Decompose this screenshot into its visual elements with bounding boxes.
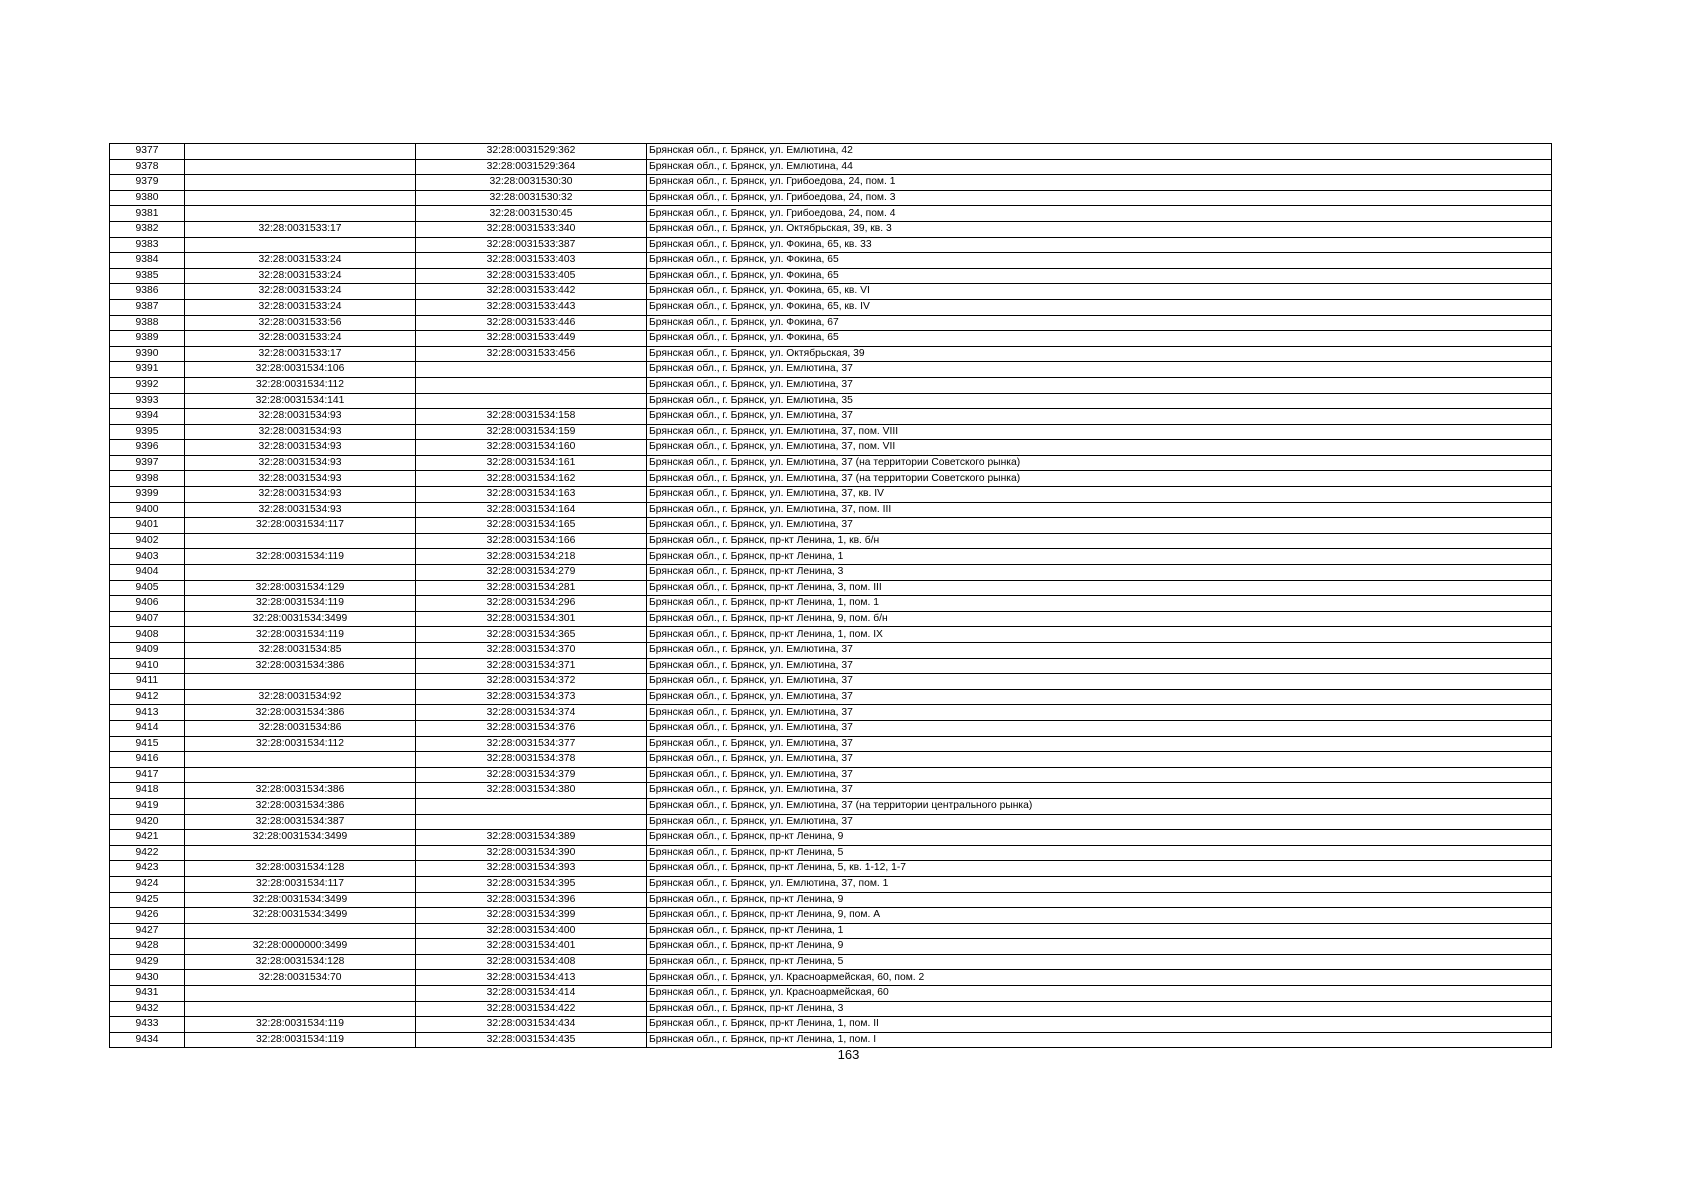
cadastral-number-cell: 32:28:0031534:395: [416, 876, 647, 892]
cadastral-number-cell: 32:28:0031534:401: [416, 939, 647, 955]
cadastral-number-cell: 32:28:0031534:218: [416, 549, 647, 565]
row-number-cell: 9385: [110, 268, 185, 284]
parent-cadastral-number-cell: [185, 845, 416, 861]
table-row: [110, 331, 1552, 347]
address-cell: Брянская обл., г. Брянск, пр-кт Ленина, 1, кв. б/н: [647, 533, 1552, 549]
table-row: [110, 393, 1552, 409]
row-number-cell: 9419: [110, 798, 185, 814]
cadastral-number-cell: 32:28:0031534:413: [416, 970, 647, 986]
cadastral-number-cell: 32:28:0031533:403: [416, 253, 647, 269]
row-number-cell: 9395: [110, 424, 185, 440]
row-number-cell: 9393: [110, 393, 185, 409]
property-table-body: [110, 144, 1552, 1048]
row-number-cell: 9430: [110, 970, 185, 986]
cadastral-number-cell: 32:28:0031534:378: [416, 752, 647, 768]
address-cell: Брянская обл., г. Брянск, пр-кт Ленина, 5: [647, 954, 1552, 970]
address-cell: Брянская обл., г. Брянск, ул. Емлютина, 37 (на территории Советского рынка): [647, 455, 1552, 471]
parent-cadastral-number-cell: 32:28:0031534:70: [185, 970, 416, 986]
table-row: [110, 658, 1552, 674]
parent-cadastral-number-cell: 32:28:0031534:119: [185, 1032, 416, 1048]
row-number-cell: 9409: [110, 643, 185, 659]
row-number-cell: 9407: [110, 611, 185, 627]
address-cell: Брянская обл., г. Брянск, ул. Емлютина, 37, пом. 1: [647, 876, 1552, 892]
cadastral-number-cell: [416, 814, 647, 830]
address-cell: Брянская обл., г. Брянск, ул. Фокина, 67: [647, 315, 1552, 331]
page-number: 163: [837, 1047, 860, 1062]
address-cell: Брянская обл., г. Брянск, ул. Емлютина, 37: [647, 658, 1552, 674]
row-number-cell: 9412: [110, 689, 185, 705]
address-cell: Брянская обл., г. Брянск, ул. Октябрьская, 39: [647, 346, 1552, 362]
table-row: [110, 346, 1552, 362]
table-row: [110, 1032, 1552, 1048]
parent-cadastral-number-cell: [185, 752, 416, 768]
table-row: [110, 689, 1552, 705]
table-row: [110, 284, 1552, 300]
row-number-cell: 9387: [110, 299, 185, 315]
parent-cadastral-number-cell: [185, 533, 416, 549]
parent-cadastral-number-cell: 32:28:0031534:3499: [185, 892, 416, 908]
cadastral-number-cell: 32:28:0031534:374: [416, 705, 647, 721]
table-row: [110, 892, 1552, 908]
table-row: [110, 253, 1552, 269]
property-table: [109, 143, 1552, 1048]
cadastral-number-cell: 32:28:0031534:164: [416, 502, 647, 518]
cadastral-number-cell: 32:28:0031529:364: [416, 159, 647, 175]
address-cell: Брянская обл., г. Брянск, ул. Емлютина, 37, пом. VII: [647, 440, 1552, 456]
table-row: [110, 221, 1552, 237]
cadastral-number-cell: 32:28:0031534:372: [416, 674, 647, 690]
cadastral-number-cell: 32:28:0031534:365: [416, 627, 647, 643]
row-number-cell: 9400: [110, 502, 185, 518]
row-number-cell: 9404: [110, 565, 185, 581]
parent-cadastral-number-cell: 32:28:0031534:386: [185, 705, 416, 721]
address-cell: Брянская обл., г. Брянск, пр-кт Ленина, 3, пом. III: [647, 580, 1552, 596]
address-cell: Брянская обл., г. Брянск, пр-кт Ленина, 9: [647, 830, 1552, 846]
table-row: [110, 939, 1552, 955]
parent-cadastral-number-cell: 32:28:0031534:386: [185, 658, 416, 674]
address-cell: Брянская обл., г. Брянск, пр-кт Ленина, 5, кв. 1-12, 1-7: [647, 861, 1552, 877]
address-cell: Брянская обл., г. Брянск, ул. Емлютина, 37: [647, 362, 1552, 378]
cadastral-number-cell: 32:28:0031534:377: [416, 736, 647, 752]
address-cell: Брянская обл., г. Брянск, ул. Октябрьская, 39, кв. 3: [647, 221, 1552, 237]
cadastral-number-cell: 32:28:0031534:370: [416, 643, 647, 659]
table-row: [110, 783, 1552, 799]
parent-cadastral-number-cell: [185, 674, 416, 690]
cadastral-number-cell: 32:28:0031534:373: [416, 689, 647, 705]
address-cell: Брянская обл., г. Брянск, ул. Грибоедова, 24, пом. 1: [647, 175, 1552, 191]
row-number-cell: 9383: [110, 237, 185, 253]
address-cell: Брянская обл., г. Брянск, ул. Емлютина, 37: [647, 752, 1552, 768]
cadastral-number-cell: 32:28:0031534:408: [416, 954, 647, 970]
table-row: [110, 1017, 1552, 1033]
cadastral-number-cell: 32:28:0031534:281: [416, 580, 647, 596]
row-number-cell: 9394: [110, 409, 185, 425]
cadastral-number-cell: [416, 798, 647, 814]
row-number-cell: 9410: [110, 658, 185, 674]
address-cell: Брянская обл., г. Брянск, ул. Грибоедова, 24, пом. 4: [647, 206, 1552, 222]
row-number-cell: 9405: [110, 580, 185, 596]
parent-cadastral-number-cell: 32:28:0031533:17: [185, 221, 416, 237]
table-row: [110, 954, 1552, 970]
table-row: [110, 299, 1552, 315]
address-cell: Брянская обл., г. Брянск, ул. Емлютина, 37: [647, 689, 1552, 705]
table-row: [110, 144, 1552, 160]
table-row: [110, 611, 1552, 627]
row-number-cell: 9411: [110, 674, 185, 690]
cadastral-number-cell: 32:28:0031534:301: [416, 611, 647, 627]
address-cell: Брянская обл., г. Брянск, ул. Емлютина, 37, пом. III: [647, 502, 1552, 518]
row-number-cell: 9422: [110, 845, 185, 861]
cadastral-number-cell: 32:28:0031534:296: [416, 596, 647, 612]
address-cell: Брянская обл., г. Брянск, пр-кт Ленина, 9, пом. А: [647, 908, 1552, 924]
row-number-cell: 9418: [110, 783, 185, 799]
cadastral-number-cell: 32:28:0031534:434: [416, 1017, 647, 1033]
row-number-cell: 9413: [110, 705, 185, 721]
cadastral-number-cell: 32:28:0031529:362: [416, 144, 647, 160]
row-number-cell: 9426: [110, 908, 185, 924]
row-number-cell: 9406: [110, 596, 185, 612]
parent-cadastral-number-cell: 32:28:0031533:24: [185, 253, 416, 269]
parent-cadastral-number-cell: 32:28:0031534:93: [185, 487, 416, 503]
table-row: [110, 487, 1552, 503]
table-row: [110, 518, 1552, 534]
row-number-cell: 9396: [110, 440, 185, 456]
address-cell: Брянская обл., г. Брянск, ул. Емлютина, 37 (на территории Советского рынка): [647, 471, 1552, 487]
table-row: [110, 814, 1552, 830]
address-cell: Брянская обл., г. Брянск, пр-кт Ленина, 1: [647, 923, 1552, 939]
parent-cadastral-number-cell: 32:28:0031534:93: [185, 471, 416, 487]
table-row: [110, 424, 1552, 440]
cadastral-number-cell: 32:28:0031534:379: [416, 767, 647, 783]
cadastral-number-cell: 32:28:0031534:376: [416, 720, 647, 736]
address-cell: Брянская обл., г. Брянск, ул. Емлютина, 37, пом. VIII: [647, 424, 1552, 440]
address-cell: Брянская обл., г. Брянск, ул. Емлютина, 35: [647, 393, 1552, 409]
row-number-cell: 9424: [110, 876, 185, 892]
table-row: [110, 767, 1552, 783]
row-number-cell: 9398: [110, 471, 185, 487]
table-row: [110, 268, 1552, 284]
row-number-cell: 9421: [110, 830, 185, 846]
row-number-cell: 9427: [110, 923, 185, 939]
cadastral-number-cell: 32:28:0031534:279: [416, 565, 647, 581]
row-number-cell: 9381: [110, 206, 185, 222]
cadastral-number-cell: 32:28:0031530:45: [416, 206, 647, 222]
table-row: [110, 362, 1552, 378]
cadastral-number-cell: 32:28:0031534:414: [416, 986, 647, 1002]
parent-cadastral-number-cell: [185, 175, 416, 191]
address-cell: Брянская обл., г. Брянск, ул. Емлютина, 37: [647, 720, 1552, 736]
row-number-cell: 9399: [110, 487, 185, 503]
row-number-cell: 9386: [110, 284, 185, 300]
parent-cadastral-number-cell: 32:28:0031534:86: [185, 720, 416, 736]
table-row: [110, 502, 1552, 518]
address-cell: Брянская обл., г. Брянск, ул. Красноармейская, 60, пом. 2: [647, 970, 1552, 986]
cadastral-number-cell: 32:28:0031534:371: [416, 658, 647, 674]
parent-cadastral-number-cell: 32:28:0031534:3499: [185, 830, 416, 846]
parent-cadastral-number-cell: [185, 237, 416, 253]
cadastral-number-cell: 32:28:0031534:399: [416, 908, 647, 924]
cadastral-number-cell: [416, 393, 647, 409]
parent-cadastral-number-cell: [185, 1001, 416, 1017]
cadastral-number-cell: 32:28:0031533:456: [416, 346, 647, 362]
row-number-cell: 9402: [110, 533, 185, 549]
address-cell: Брянская обл., г. Брянск, пр-кт Ленина, 1: [647, 549, 1552, 565]
address-cell: Брянская обл., г. Брянск, пр-кт Ленина, 1, пом. II: [647, 1017, 1552, 1033]
address-cell: Брянская обл., г. Брянск, ул. Фокина, 65, кв. VI: [647, 284, 1552, 300]
row-number-cell: 9384: [110, 253, 185, 269]
address-cell: Брянская обл., г. Брянск, пр-кт Ленина, 1, пом. 1: [647, 596, 1552, 612]
row-number-cell: 9392: [110, 377, 185, 393]
row-number-cell: 9401: [110, 518, 185, 534]
cadastral-number-cell: 32:28:0031530:32: [416, 190, 647, 206]
cadastral-number-cell: [416, 362, 647, 378]
row-number-cell: 9433: [110, 1017, 185, 1033]
parent-cadastral-number-cell: 32:28:0031534:93: [185, 409, 416, 425]
row-number-cell: 9423: [110, 861, 185, 877]
table-row: [110, 315, 1552, 331]
table-row: [110, 237, 1552, 253]
parent-cadastral-number-cell: 32:28:0031533:56: [185, 315, 416, 331]
row-number-cell: 9429: [110, 954, 185, 970]
address-cell: Брянская обл., г. Брянск, пр-кт Ленина, 9, пом. б/н: [647, 611, 1552, 627]
parent-cadastral-number-cell: 32:28:0031534:129: [185, 580, 416, 596]
row-number-cell: 9425: [110, 892, 185, 908]
parent-cadastral-number-cell: 32:28:0031533:24: [185, 331, 416, 347]
address-cell: Брянская обл., г. Брянск, ул. Емлютина, 37: [647, 705, 1552, 721]
table-row: [110, 190, 1552, 206]
row-number-cell: 9388: [110, 315, 185, 331]
row-number-cell: 9432: [110, 1001, 185, 1017]
row-number-cell: 9428: [110, 939, 185, 955]
table-row: [110, 923, 1552, 939]
address-cell: Брянская обл., г. Брянск, ул. Красноармейская, 60: [647, 986, 1552, 1002]
parent-cadastral-number-cell: 32:28:0031534:93: [185, 440, 416, 456]
cadastral-number-cell: 32:28:0031534:393: [416, 861, 647, 877]
row-number-cell: 9408: [110, 627, 185, 643]
address-cell: Брянская обл., г. Брянск, ул. Фокина, 65, кв. IV: [647, 299, 1552, 315]
table-row: [110, 409, 1552, 425]
cadastral-number-cell: 32:28:0031534:400: [416, 923, 647, 939]
cadastral-number-cell: 32:28:0031534:162: [416, 471, 647, 487]
parent-cadastral-number-cell: [185, 144, 416, 160]
parent-cadastral-number-cell: 32:28:0031534:93: [185, 424, 416, 440]
address-cell: Брянская обл., г. Брянск, пр-кт Ленина, 3: [647, 1001, 1552, 1017]
parent-cadastral-number-cell: 32:28:0031534:93: [185, 455, 416, 471]
cadastral-number-cell: 32:28:0031534:159: [416, 424, 647, 440]
row-number-cell: 9420: [110, 814, 185, 830]
table-row: [110, 908, 1552, 924]
row-number-cell: 9416: [110, 752, 185, 768]
address-cell: Брянская обл., г. Брянск, пр-кт Ленина, 1, пом. IX: [647, 627, 1552, 643]
cadastral-number-cell: 32:28:0031533:443: [416, 299, 647, 315]
parent-cadastral-number-cell: 32:28:0031533:17: [185, 346, 416, 362]
address-cell: Брянская обл., г. Брянск, ул. Емлютина, 37: [647, 767, 1552, 783]
cadastral-number-cell: 32:28:0031534:161: [416, 455, 647, 471]
row-number-cell: 9377: [110, 144, 185, 160]
cadastral-number-cell: 32:28:0031534:435: [416, 1032, 647, 1048]
table-row: [110, 986, 1552, 1002]
table-row: [110, 596, 1552, 612]
parent-cadastral-number-cell: 32:28:0031534:119: [185, 596, 416, 612]
row-number-cell: 9380: [110, 190, 185, 206]
address-cell: Брянская обл., г. Брянск, ул. Фокина, 65, кв. 33: [647, 237, 1552, 253]
table-row: [110, 565, 1552, 581]
address-cell: Брянская обл., г. Брянск, ул. Емлютина, 37: [647, 518, 1552, 534]
table-row: [110, 206, 1552, 222]
parent-cadastral-number-cell: 32:28:0031533:24: [185, 268, 416, 284]
address-cell: Брянская обл., г. Брянск, ул. Емлютина, 37: [647, 736, 1552, 752]
row-number-cell: 9379: [110, 175, 185, 191]
address-cell: Брянская обл., г. Брянск, ул. Емлютина, 37: [647, 674, 1552, 690]
parent-cadastral-number-cell: 32:28:0031534:117: [185, 518, 416, 534]
cadastral-number-cell: 32:28:0031534:160: [416, 440, 647, 456]
parent-cadastral-number-cell: 32:28:0031534:112: [185, 736, 416, 752]
row-number-cell: 9390: [110, 346, 185, 362]
parent-cadastral-number-cell: 32:28:0000000:3499: [185, 939, 416, 955]
row-number-cell: 9378: [110, 159, 185, 175]
cadastral-number-cell: 32:28:0031534:158: [416, 409, 647, 425]
parent-cadastral-number-cell: [185, 565, 416, 581]
address-cell: Брянская обл., г. Брянск, ул. Емлютина, 37: [647, 814, 1552, 830]
table-row: [110, 377, 1552, 393]
parent-cadastral-number-cell: 32:28:0031534:3499: [185, 908, 416, 924]
row-number-cell: 9389: [110, 331, 185, 347]
address-cell: Брянская обл., г. Брянск, ул. Емлютина, 37, кв. IV: [647, 487, 1552, 503]
cadastral-number-cell: 32:28:0031534:380: [416, 783, 647, 799]
cadastral-number-cell: 32:28:0031534:163: [416, 487, 647, 503]
parent-cadastral-number-cell: 32:28:0031534:386: [185, 783, 416, 799]
parent-cadastral-number-cell: 32:28:0031533:24: [185, 284, 416, 300]
address-cell: Брянская обл., г. Брянск, ул. Емлютина, 42: [647, 144, 1552, 160]
row-number-cell: 9415: [110, 736, 185, 752]
table-row: [110, 720, 1552, 736]
address-cell: Брянская обл., г. Брянск, ул. Фокина, 65: [647, 253, 1552, 269]
address-cell: Брянская обл., г. Брянск, ул. Фокина, 65: [647, 331, 1552, 347]
parent-cadastral-number-cell: 32:28:0031534:119: [185, 627, 416, 643]
cadastral-number-cell: 32:28:0031534:396: [416, 892, 647, 908]
row-number-cell: 9403: [110, 549, 185, 565]
row-number-cell: 9397: [110, 455, 185, 471]
parent-cadastral-number-cell: 32:28:0031534:386: [185, 798, 416, 814]
address-cell: Брянская обл., г. Брянск, ул. Емлютина, 37: [647, 643, 1552, 659]
parent-cadastral-number-cell: [185, 923, 416, 939]
row-number-cell: 9434: [110, 1032, 185, 1048]
cadastral-number-cell: 32:28:0031534:390: [416, 845, 647, 861]
table-row: [110, 736, 1552, 752]
row-number-cell: 9414: [110, 720, 185, 736]
table-row: [110, 627, 1552, 643]
address-cell: Брянская обл., г. Брянск, ул. Емлютина, 37: [647, 409, 1552, 425]
address-cell: Брянская обл., г. Брянск, пр-кт Ленина, 9: [647, 892, 1552, 908]
table-row: [110, 580, 1552, 596]
cadastral-number-cell: 32:28:0031533:405: [416, 268, 647, 284]
table-row: [110, 705, 1552, 721]
cadastral-number-cell: 32:28:0031533:449: [416, 331, 647, 347]
row-number-cell: 9417: [110, 767, 185, 783]
parent-cadastral-number-cell: 32:28:0031534:112: [185, 377, 416, 393]
table-row: [110, 752, 1552, 768]
cadastral-number-cell: 32:28:0031530:30: [416, 175, 647, 191]
table-row: [110, 876, 1552, 892]
address-cell: Брянская обл., г. Брянск, пр-кт Ленина, 9: [647, 939, 1552, 955]
parent-cadastral-number-cell: 32:28:0031534:119: [185, 1017, 416, 1033]
parent-cadastral-number-cell: [185, 190, 416, 206]
address-cell: Брянская обл., г. Брянск, ул. Емлютина, 44: [647, 159, 1552, 175]
table-row: [110, 455, 1552, 471]
cadastral-number-cell: 32:28:0031534:165: [416, 518, 647, 534]
cadastral-number-cell: 32:28:0031534:166: [416, 533, 647, 549]
cadastral-number-cell: [416, 377, 647, 393]
address-cell: Брянская обл., г. Брянск, ул. Емлютина, 37: [647, 377, 1552, 393]
table-row: [110, 471, 1552, 487]
parent-cadastral-number-cell: 32:28:0031534:3499: [185, 611, 416, 627]
parent-cadastral-number-cell: 32:28:0031534:128: [185, 954, 416, 970]
table-row: [110, 643, 1552, 659]
parent-cadastral-number-cell: [185, 206, 416, 222]
cadastral-number-cell: 32:28:0031533:446: [416, 315, 647, 331]
parent-cadastral-number-cell: [185, 767, 416, 783]
address-cell: Брянская обл., г. Брянск, пр-кт Ленина, 1, пом. I: [647, 1032, 1552, 1048]
table-row: [110, 674, 1552, 690]
table-row: [110, 798, 1552, 814]
table-row: [110, 861, 1552, 877]
table-row: [110, 159, 1552, 175]
row-number-cell: 9431: [110, 986, 185, 1002]
table-row: [110, 1001, 1552, 1017]
table-row: [110, 845, 1552, 861]
table-row: [110, 440, 1552, 456]
table-row: [110, 970, 1552, 986]
table-row: [110, 830, 1552, 846]
parent-cadastral-number-cell: 32:28:0031534:92: [185, 689, 416, 705]
cadastral-number-cell: 32:28:0031534:389: [416, 830, 647, 846]
address-cell: Брянская обл., г. Брянск, ул. Грибоедова, 24, пом. 3: [647, 190, 1552, 206]
parent-cadastral-number-cell: [185, 986, 416, 1002]
parent-cadastral-number-cell: 32:28:0031534:387: [185, 814, 416, 830]
cadastral-number-cell: 32:28:0031533:387: [416, 237, 647, 253]
table-row: [110, 533, 1552, 549]
table-row: [110, 175, 1552, 191]
address-cell: Брянская обл., г. Брянск, ул. Емлютина, 37: [647, 783, 1552, 799]
parent-cadastral-number-cell: 32:28:0031533:24: [185, 299, 416, 315]
address-cell: Брянская обл., г. Брянск, пр-кт Ленина, 3: [647, 565, 1552, 581]
parent-cadastral-number-cell: 32:28:0031534:119: [185, 549, 416, 565]
cadastral-number-cell: 32:28:0031534:422: [416, 1001, 647, 1017]
parent-cadastral-number-cell: 32:28:0031534:93: [185, 502, 416, 518]
row-number-cell: 9391: [110, 362, 185, 378]
row-number-cell: 9382: [110, 221, 185, 237]
parent-cadastral-number-cell: 32:28:0031534:117: [185, 876, 416, 892]
table-row: [110, 549, 1552, 565]
address-cell: Брянская обл., г. Брянск, ул. Емлютина, 37 (на территории центрального рынка): [647, 798, 1552, 814]
cadastral-number-cell: 32:28:0031533:340: [416, 221, 647, 237]
parent-cadastral-number-cell: 32:28:0031534:128: [185, 861, 416, 877]
cadastral-number-cell: 32:28:0031533:442: [416, 284, 647, 300]
address-cell: Брянская обл., г. Брянск, пр-кт Ленина, 5: [647, 845, 1552, 861]
parent-cadastral-number-cell: 32:28:0031534:141: [185, 393, 416, 409]
parent-cadastral-number-cell: 32:28:0031534:85: [185, 643, 416, 659]
parent-cadastral-number-cell: 32:28:0031534:106: [185, 362, 416, 378]
address-cell: Брянская обл., г. Брянск, ул. Фокина, 65: [647, 268, 1552, 284]
parent-cadastral-number-cell: [185, 159, 416, 175]
